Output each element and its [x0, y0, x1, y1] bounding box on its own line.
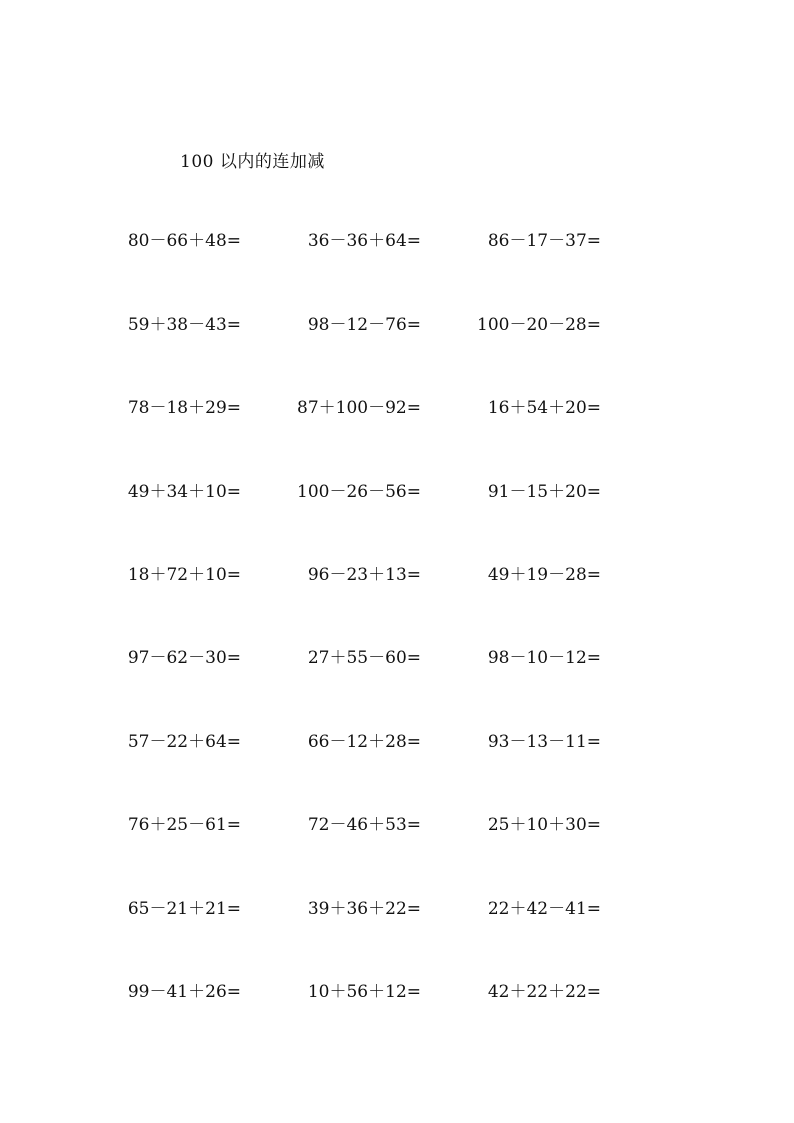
problem: 98－10－12=	[487, 648, 601, 668]
problem: 93－13－11=	[487, 732, 601, 752]
problem: 49＋19－28=	[487, 565, 601, 585]
problem: 57－22＋64=	[127, 732, 241, 752]
page-title: 100 以内的连加减	[180, 152, 325, 172]
problem-row	[0, 480, 794, 504]
problem: 36－36＋64=	[307, 231, 421, 251]
problem: 25＋10＋30=	[487, 815, 601, 835]
problem: 80－66＋48=	[127, 231, 241, 251]
problem: 59＋38－43=	[127, 315, 241, 335]
problem: 18＋72＋10=	[127, 565, 241, 585]
problem: 100－20－28=	[477, 315, 601, 335]
problem: 98－12－76=	[307, 315, 421, 335]
problem: 39＋36＋22=	[307, 899, 421, 919]
problem-row	[0, 897, 794, 921]
problem: 49＋34＋10=	[127, 482, 241, 502]
problem: 27＋55－60=	[307, 648, 421, 668]
problem: 76＋25－61=	[127, 815, 241, 835]
problem-row	[0, 396, 794, 420]
problem: 16＋54＋20=	[487, 398, 601, 418]
problem-row	[0, 563, 794, 587]
problem: 96－23＋13=	[307, 565, 421, 585]
problem: 66－12＋28=	[307, 732, 421, 752]
problem: 65－21＋21=	[127, 899, 241, 919]
problem-row	[0, 313, 794, 337]
problem: 22＋42－41=	[487, 899, 601, 919]
problem-row	[0, 813, 794, 837]
problem: 97－62－30=	[127, 648, 241, 668]
problem: 42＋22＋22=	[487, 982, 601, 1002]
problem: 91－15＋20=	[487, 482, 601, 502]
problem-row	[0, 980, 794, 1004]
problem: 10＋56＋12=	[307, 982, 421, 1002]
problem: 72－46＋53=	[307, 815, 421, 835]
problem: 86－17－37=	[487, 231, 601, 251]
problem: 87＋100－92=	[297, 398, 421, 418]
problem: 100－26－56=	[297, 482, 421, 502]
problem: 78－18＋29=	[127, 398, 241, 418]
problem: 99－41＋26=	[127, 982, 241, 1002]
problem-row	[0, 646, 794, 670]
problem-row	[0, 229, 794, 253]
problem-row	[0, 730, 794, 754]
